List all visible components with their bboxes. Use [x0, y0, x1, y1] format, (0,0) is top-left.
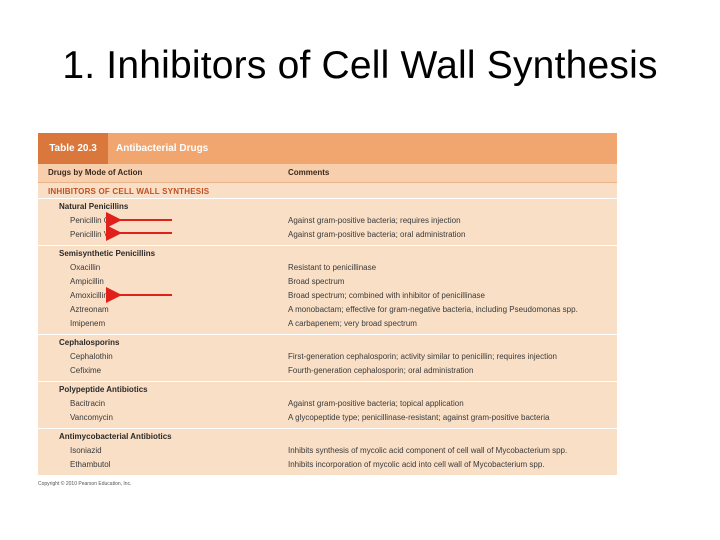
drug-comment: First-generation cephalosporin; activity similar to penicillin; requires injection	[288, 352, 558, 361]
copyright-note: Copyright © 2010 Pearson Education, Inc.	[38, 481, 132, 487]
drug-comment: Inhibits synthesis of mycolic acid component of cell wall of Mycobacterium spp.	[288, 446, 568, 455]
section-title: INHIBITORS OF CELL WALL SYNTHESIS	[48, 187, 210, 196]
drug-name: Penicillin V	[70, 230, 110, 239]
drug-name: Bacitracin	[70, 399, 106, 408]
drug-name: Oxacillin	[70, 263, 101, 272]
group-name: Cephalosporins	[59, 338, 120, 347]
group-name: Semisynthetic Penicillins	[59, 249, 156, 258]
drug-comment: Against gram-positive bacteria; topical application	[288, 399, 464, 408]
table-title: Antibacterial Drugs	[116, 143, 209, 154]
group-name: Antimycobacterial Antibiotics	[59, 432, 172, 441]
drug-comment: Broad spectrum	[288, 277, 345, 286]
drug-name: Imipenem	[70, 319, 106, 328]
group-name: Natural Penicillins	[59, 202, 129, 211]
drug-name: Ampicillin	[70, 277, 104, 286]
column-header-comments: Comments	[288, 168, 330, 177]
group-name: Polypeptide Antibiotics	[59, 385, 148, 394]
drug-name: Penicillin G	[70, 216, 111, 225]
drug-comment: Against gram-positive bacteria; requires injection	[288, 216, 461, 225]
drug-comment: Broad spectrum; combined with inhibitor of penicillinase	[288, 291, 485, 300]
drug-name: Cephalothin	[70, 352, 113, 361]
table-number: Table 20.3	[38, 133, 108, 164]
drug-comment: A carbapenem; very broad spectrum	[288, 319, 417, 328]
drug-comment: A glycopeptide type; penicillinase-resistant; against gram-positive bacteria	[288, 413, 550, 422]
column-header-drugs: Drugs by Mode of Action	[48, 168, 143, 177]
drug-name: Ethambutol	[70, 460, 111, 469]
drug-name: Vancomycin	[70, 413, 113, 422]
slide-title: 1. Inhibitors of Cell Wall Synthesis	[62, 44, 658, 87]
drug-comment: Inhibits incorporation of mycolic acid into cell wall of Mycobacterium spp.	[288, 460, 545, 469]
drug-comment: Fourth-generation cephalosporin; oral administration	[288, 366, 474, 375]
drug-comment: Against gram-positive bacteria; oral administration	[288, 230, 466, 239]
drug-name: Isoniazid	[70, 446, 102, 455]
drug-name: Cefixime	[70, 366, 102, 375]
drug-name: Aztreonam	[70, 305, 109, 314]
drug-name: Amoxicillin	[70, 291, 108, 300]
drug-comment: A monobactam; effective for gram-negative bacteria, including Pseudomonas spp.	[288, 305, 578, 314]
drug-comment: Resistant to penicillinase	[288, 263, 377, 272]
